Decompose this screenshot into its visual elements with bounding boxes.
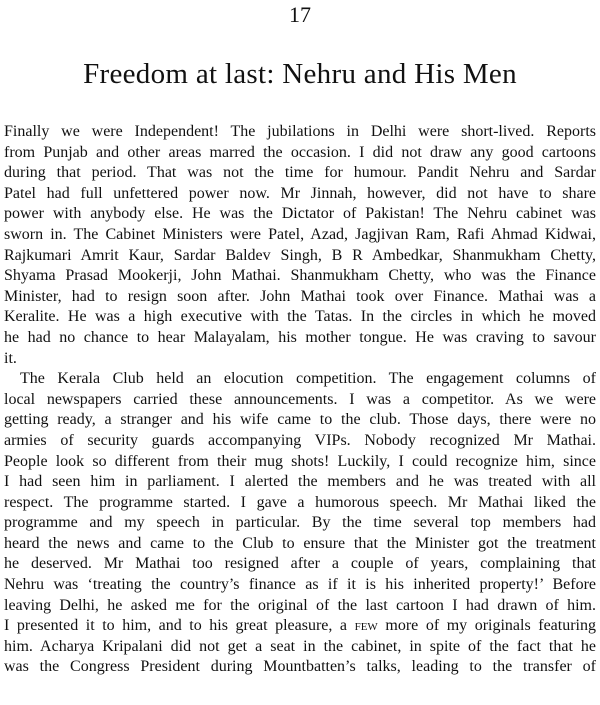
text-line [4, 637, 596, 658]
text-line: local newspapers carried these announcements. I was a competitor. As we were [4, 390, 596, 408]
smallcaps-word: few [354, 617, 378, 635]
text-line: The Kerala Club held an elocution competition. The engagement columns of [20, 370, 596, 388]
text-fragment: Acharya Kripalani did not get a seat in the cabinet, in spite of the fact that he [40, 637, 596, 655]
text-line: Nehru was ‘treating the country’s finance as if it is his inherited property!’ Before [4, 576, 596, 594]
text-line: respect. The programme started. I gave a humorous speech. Mr Mathai liked the [4, 493, 596, 511]
text-line: from Punjab and other areas marred the occasion. I did not draw any good cartoons [4, 143, 596, 161]
text-line: Minister, had to resign soon after. John Mathai took over Finance. Mathai was a [4, 287, 596, 305]
text-line: it. [4, 349, 17, 367]
text-fragment: more of my originals featuring [377, 617, 597, 635]
text-line: during that period. That was not the time for humour. Pandit Nehru and Sardar [4, 164, 596, 182]
text-line: programme and my speech in particular. By the time several top members had [4, 514, 596, 532]
text-line: armies of security guards accompanying VIPs. Nobody recognized Mr Mathai. [4, 431, 596, 449]
text-fragment: I presented it to him, and to his great pleasure, a [4, 617, 355, 635]
text-line: was the Congress President during Mountbatten’s talks, leading to the transfer of [4, 658, 596, 676]
body-text [4, 122, 596, 678]
text-line: People look so different from their mug shots! Luckily, I could recognize him, since [4, 452, 596, 470]
text-line: I had seen him in parliament. I alerted the members and he was treated with all [4, 473, 596, 491]
text-line [4, 616, 596, 637]
chapter-number: 17 [289, 2, 311, 27]
text-line: heard the news and came to the Club to ensure that the Minister got the treatment [4, 534, 596, 552]
text-line: Shyama Prasad Mookerji, John Mathai. Shanmukham Chetty, who was the Finance [4, 267, 596, 285]
text-line: sworn in. The Cabinet Ministers were Patel, Azad, Jagjivan Ram, Rafi Ahmad Kidwai, [4, 225, 596, 243]
text-line: Finally we were Independent! The jubilations in Delhi were short-lived. Reports [4, 123, 596, 140]
text-line: he had no chance to hear Malayalam, his mother tongue. He was craving to savour [4, 328, 596, 346]
text-line: power with anybody else. He was the Dictator of Pakistan! The Nehru cabinet was [4, 205, 596, 223]
text-line: Rajkumari Amrit Kaur, Sardar Baldev Singh, B R Ambedkar, Shanmukham Chetty, [4, 246, 596, 264]
chapter-title: Freedom at last: Nehru and His Men [83, 58, 517, 90]
text-fragment: him. [4, 637, 41, 655]
text-line: leaving Delhi, he asked me for the original of the last cartoon I had drawn of him. [4, 596, 596, 614]
text-line: he deserved. Mr Mathai too resigned after a couple of years, complaining that [4, 555, 596, 573]
text-line: getting ready, a stranger and his wife came to the club. Those days, there were no [4, 411, 596, 429]
text-line: Patel had full unfettered power now. Mr Jinnah, however, did not have to share [4, 184, 596, 202]
text-line: Keralite. He was a high executive with the Tatas. In the circles in which he moved [4, 308, 596, 326]
